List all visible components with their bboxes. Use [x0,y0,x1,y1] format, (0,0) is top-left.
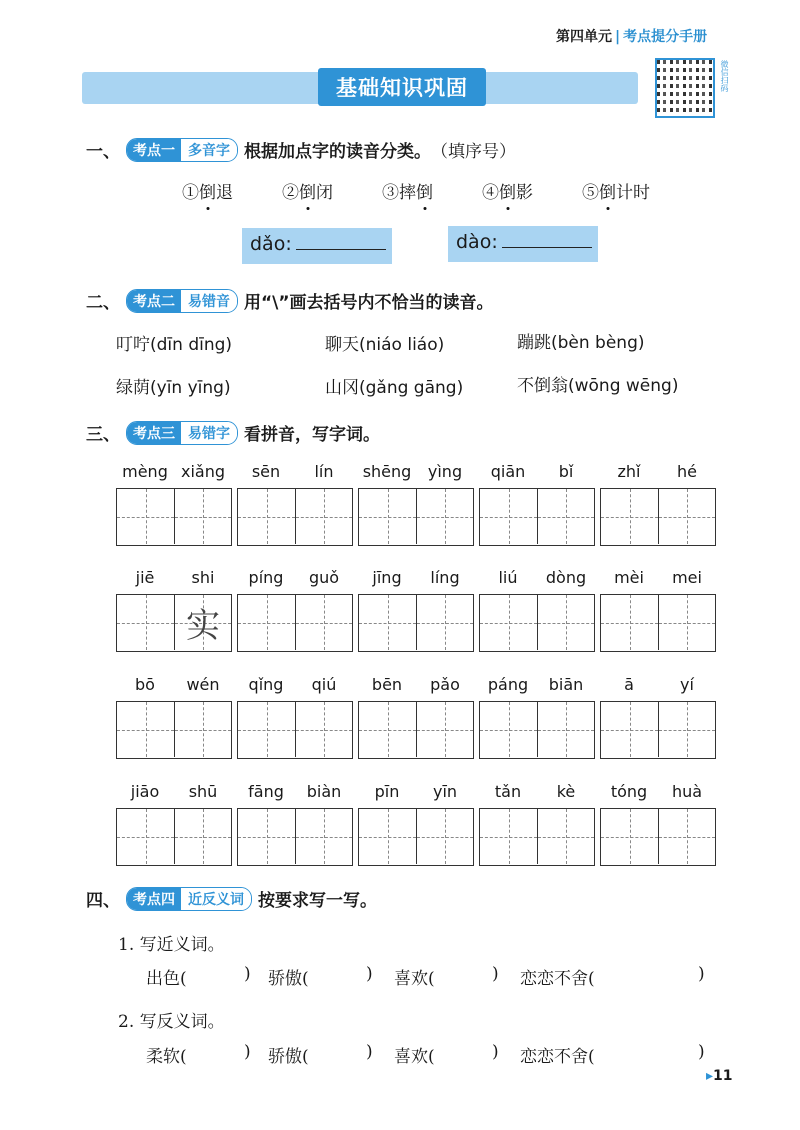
pinyin-label: fāng [248,782,284,801]
answer-blank[interactable]: ) [492,1042,499,1062]
writing-cell[interactable] [601,489,658,544]
writing-cell[interactable] [601,809,658,864]
writing-cell[interactable] [601,702,658,757]
writing-cell[interactable] [537,489,594,544]
pinyin-label: qǐng [248,675,284,694]
writing-cell[interactable] [658,595,715,650]
tianzige-grid [116,808,232,866]
writing-cell[interactable] [117,702,174,757]
option-char: 倒 [499,183,516,203]
option-number: ⑤ [582,183,599,203]
tianzige-grid [600,594,716,652]
section-title: 基础知识巩固 [318,68,486,106]
writing-cell[interactable] [480,595,537,650]
unit-label: 第四单元 [556,29,612,45]
word: 叮咛 [116,335,150,355]
writing-cell[interactable] [238,489,295,544]
option-item [582,178,650,203]
question-text: 用“\”画去括号内不恰当的读音。 [244,293,494,313]
tianzige-grid [237,701,353,759]
pinyin-label: jiē [135,568,155,587]
writing-cell[interactable] [174,595,231,650]
pinyin-label: wén [186,675,220,694]
writing-cell[interactable] [416,489,473,544]
unit-header [556,26,707,46]
option-char: 退 [216,183,233,203]
tianzige-grid [479,488,595,546]
answer-dao4 [456,231,592,253]
question-note: （填序号） [431,142,516,162]
pinyin-label: bēn [371,675,403,694]
writing-cell[interactable] [658,702,715,757]
option-number: ② [282,183,299,203]
option-item [182,178,233,203]
writing-cell[interactable] [537,595,594,650]
pinyin-choice [116,330,232,355]
pinyin-choice [325,373,463,398]
question-number: 四、 [86,891,120,911]
pinyin-label: ā [624,675,634,694]
option-char: 倒 [599,183,616,203]
writing-cell[interactable] [416,595,473,650]
writing-cell[interactable] [416,809,473,864]
pinyin-label: pǎo [430,675,460,694]
q1-options [182,178,682,206]
option-char: 倒 [299,183,316,203]
pinyin-choice [325,330,444,355]
pinyin-label: xiǎng [180,462,225,481]
writing-cell[interactable] [295,489,352,544]
writing-cell[interactable] [537,809,594,864]
pinyin-label: mèi [614,568,644,587]
qr-code-icon[interactable] [655,58,715,118]
synonym-line [146,964,716,990]
tag-label: 考点四 [127,888,181,910]
writing-cell[interactable] [416,702,473,757]
answer-label: dǎo: [250,233,292,255]
pinyin-label: mèng [122,462,168,481]
pinyin-label: líng [430,568,460,587]
qr-side-text: 微信扫码 [720,60,729,92]
option-item [482,178,533,203]
option-char: 摔 [399,183,416,203]
question-2-header [86,288,494,313]
pinyin-label: shēng [362,462,412,481]
word: 聊天 [325,335,359,355]
pinyin-label: shū [188,782,218,801]
option-number: ④ [482,183,499,203]
word-prompt: 恋恋不舍( [520,969,595,989]
writing-cell[interactable] [238,702,295,757]
pinyin-label: bǐ [558,462,574,481]
writing-cell[interactable] [174,809,231,864]
answer-blank[interactable]: ) [698,1042,705,1062]
tag-topic: 易错字 [181,422,237,444]
pinyin-options[interactable]: (yīn yīng) [150,378,231,398]
writing-cell[interactable] [359,595,416,650]
tianzige-grid [479,594,595,652]
word: 绿荫 [116,378,150,398]
writing-cell[interactable] [174,702,231,757]
pinyin-label: páng [487,675,529,694]
tianzige-grid [237,488,353,546]
word-prompt: 喜欢( [394,1047,435,1067]
book-brand: 考点提分手册 [623,29,708,45]
answer-dao3 [250,233,386,255]
antonym-line [146,1042,716,1068]
pinyin-label: huà [671,782,703,801]
tianzige-grid [600,488,716,546]
pinyin-options[interactable]: (gǎng gāng) [359,378,464,398]
pinyin-options[interactable]: (dīn dīng) [150,335,233,355]
writing-cell[interactable] [480,489,537,544]
sub-question-1: 1. 写近义词。 [118,935,225,955]
sub-question-2: 2. 写反义词。 [118,1012,225,1032]
pinyin-label: yīn [432,782,458,801]
question-number: 三、 [86,425,120,445]
answer-blank[interactable]: ) [492,964,499,984]
answer-blank[interactable] [502,247,592,248]
option-item [382,178,433,203]
option-number: ③ [382,183,399,203]
word-prompt: 喜欢( [394,969,435,989]
pinyin-label: qiān [490,462,526,481]
pinyin-label: yìng [427,462,463,481]
writing-cell[interactable] [174,489,231,544]
option-item [282,178,333,203]
writing-cell[interactable] [117,489,174,544]
page-number [706,1068,733,1084]
answer-blank[interactable]: ) [366,964,373,984]
pinyin-label: hé [677,462,697,481]
writing-cell[interactable] [238,595,295,650]
pinyin-label: píng [248,568,284,587]
answer-blank[interactable]: ) [366,1042,373,1062]
pinyin-label: tǎn [494,782,522,801]
pinyin-label: liú [498,568,518,587]
tianzige-grid [479,808,595,866]
tianzige-grid [600,701,716,759]
tag-label: 考点一 [127,139,181,161]
pinyin-label: bō [135,675,155,694]
tianzige-grid [600,808,716,866]
sample-character: 实 [186,606,220,646]
pinyin-label: sēn [251,462,281,481]
writing-cell[interactable] [359,489,416,544]
pinyin-choice [517,328,645,353]
writing-cell[interactable] [238,809,295,864]
writing-cell[interactable] [117,809,174,864]
tianzige-grid [358,701,474,759]
topic-tag [126,289,238,313]
word: 蹦跳 [517,333,551,353]
page-arrow-icon: ▸ [706,1068,714,1084]
pinyin-label: tóng [610,782,648,801]
pinyin-label: jīng [372,568,402,587]
writing-cell[interactable] [480,809,537,864]
pinyin-label: shi [191,568,215,587]
answer-blank[interactable]: ) [244,1042,251,1062]
tianzige-grid [237,808,353,866]
word-prompt: 骄傲( [268,969,309,989]
tianzige-grid [116,594,232,652]
pinyin-options[interactable]: (niáo liáo) [359,335,445,355]
pinyin-choice [517,371,678,396]
option-char: 计时 [616,183,650,203]
tianzige-grid [116,701,232,759]
question-number: 一、 [86,142,120,162]
tag-topic: 易错音 [181,290,237,312]
option-number: ① [182,183,199,203]
answer-blank[interactable] [296,249,386,250]
pinyin-label: kè [556,782,576,801]
pinyin-label: guǒ [308,568,340,587]
answer-blank[interactable]: ) [698,964,705,984]
question-1-header [86,137,516,162]
pinyin-label: lín [314,462,334,481]
question-text: 根据加点字的读音分类。 [244,142,431,162]
pinyin-label: yí [680,675,694,694]
word: 不倒翁 [517,376,568,396]
pinyin-label: dòng [545,568,587,587]
tianzige-grid [116,488,232,546]
tag-topic: 多音字 [181,139,237,161]
word-prompt: 骄傲( [268,1047,309,1067]
header-separator: | [615,29,621,45]
writing-cell[interactable] [480,702,537,757]
writing-cell[interactable] [295,595,352,650]
pinyin-options[interactable]: (bèn bèng) [551,333,645,353]
pinyin-options[interactable]: (wōng wēng) [568,376,679,396]
tianzige-grid [358,488,474,546]
writing-cell[interactable] [295,809,352,864]
writing-cell[interactable] [359,702,416,757]
writing-cell[interactable] [537,702,594,757]
writing-cell[interactable] [359,809,416,864]
topic-tag [126,887,252,911]
question-number: 二、 [86,293,120,313]
pinyin-label: biān [548,675,584,694]
writing-cell[interactable] [601,595,658,650]
tianzige-grid [358,808,474,866]
tianzige-grid [358,594,474,652]
pinyin-label: biàn [306,782,342,801]
writing-cell[interactable] [658,489,715,544]
option-char: 影 [516,183,533,203]
option-char: 闭 [316,183,333,203]
topic-tag [126,421,238,445]
tianzige-grid [237,594,353,652]
question-3-header [86,420,380,445]
writing-cell[interactable] [295,702,352,757]
writing-cell[interactable] [658,809,715,864]
word: 山冈 [325,378,359,398]
pinyin-label: jiāo [130,782,160,801]
tag-topic: 近反义词 [181,888,251,910]
pinyin-label: qiú [311,675,337,694]
page-number-value: 11 [713,1068,733,1084]
word-prompt: 柔软( [146,1047,187,1067]
writing-cell[interactable] [117,595,174,650]
tianzige-grid [479,701,595,759]
pinyin-label: zhǐ [617,462,641,481]
word-prompt: 出色( [146,969,187,989]
topic-tag [126,138,238,162]
question-text: 看拼音，写字词。 [244,425,380,445]
tag-label: 考点二 [127,290,181,312]
answer-label: dào: [456,231,498,253]
option-char: 倒 [416,183,433,203]
question-4-header [86,886,377,911]
word-prompt: 恋恋不舍( [520,1047,595,1067]
option-char: 倒 [199,183,216,203]
pinyin-label: pīn [374,782,400,801]
tag-label: 考点三 [127,422,181,444]
pinyin-label: mei [672,568,702,587]
question-text: 按要求写一写。 [258,891,377,911]
answer-blank[interactable]: ) [244,964,251,984]
pinyin-choice [116,373,231,398]
